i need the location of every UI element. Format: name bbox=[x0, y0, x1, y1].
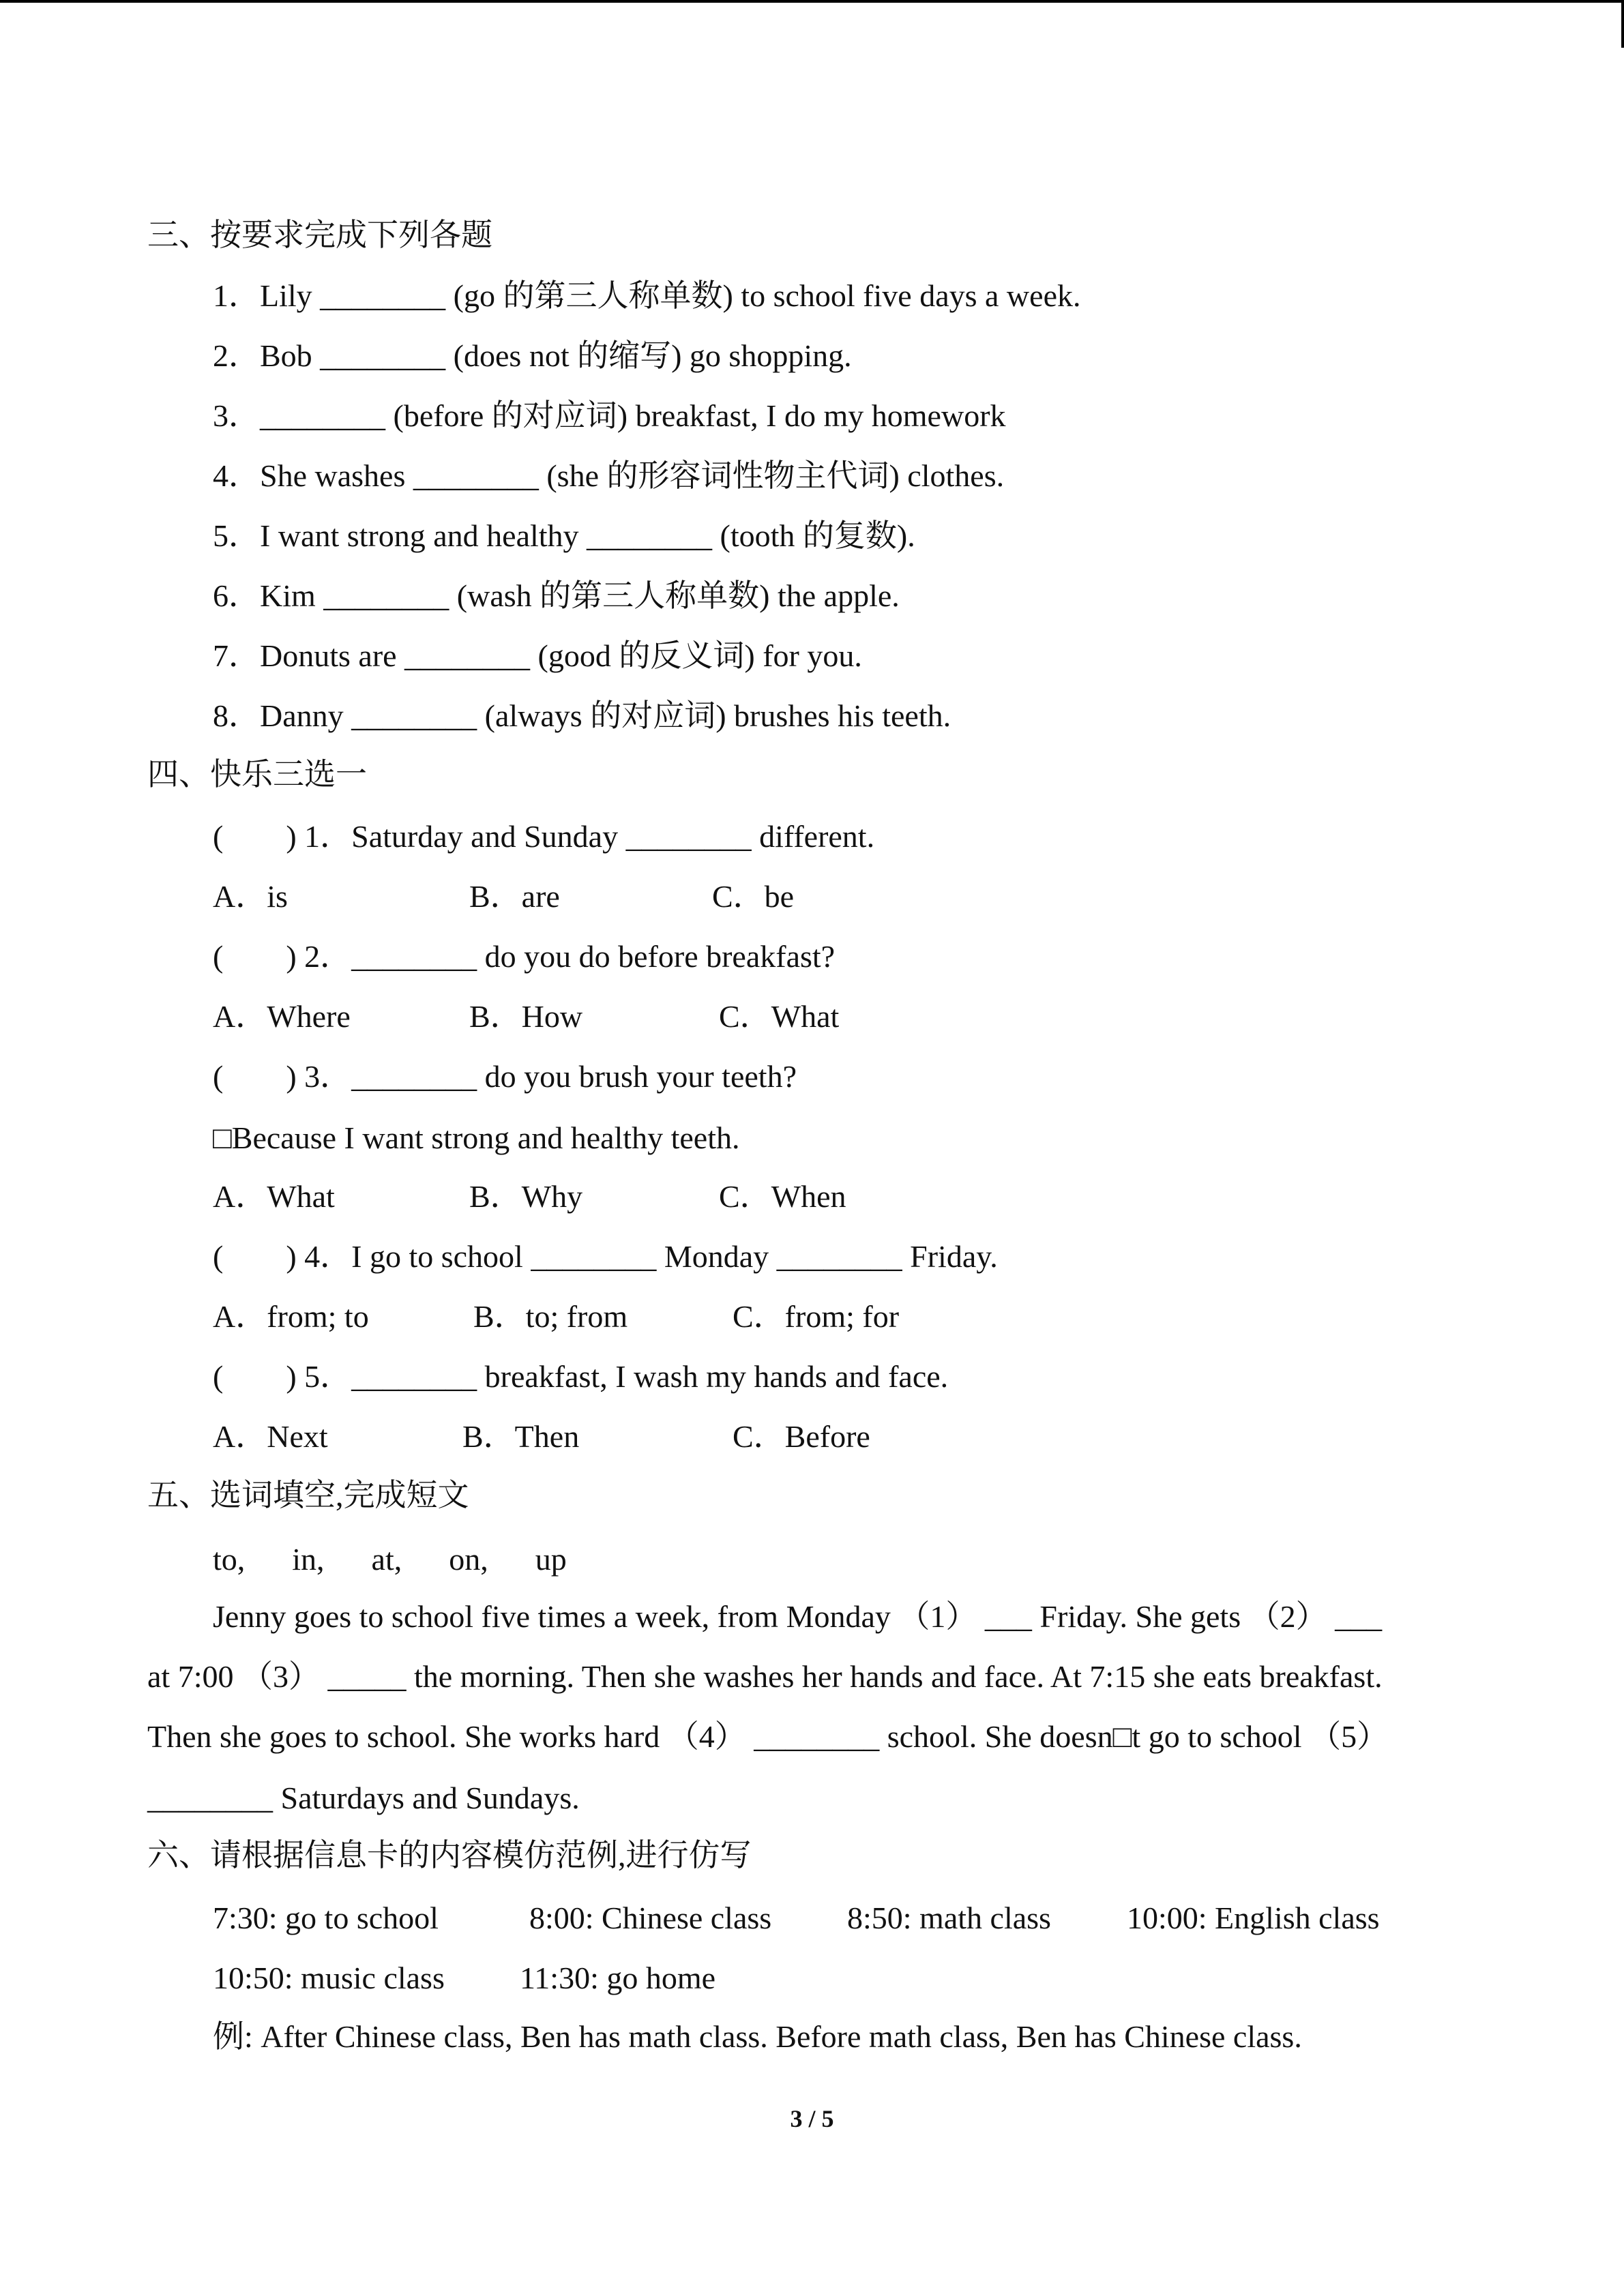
s5-passage-line-4: ________ Saturdays and Sundays. bbox=[147, 1780, 580, 1815]
s6-schedule-item: 10:00: English class bbox=[1127, 1900, 1380, 1935]
s4-q1-option-a: A．is bbox=[213, 879, 288, 914]
s4-q3-stem: ( ) 3．________ do you brush your teeth? bbox=[213, 1059, 797, 1094]
s3-item-5: 5．I want strong and healthy ________ (tooth 的复数). bbox=[213, 518, 915, 553]
s3-item-2: 2．Bob ________ (does not 的缩写) go shopping. bbox=[213, 338, 852, 373]
corner-border bbox=[1621, 0, 1624, 48]
s4-q4-option-c: C．from; for bbox=[733, 1299, 900, 1334]
s4-q3-option-b: B．Why bbox=[469, 1179, 583, 1214]
s3-item-8: 8．Danny ________ (always 的对应词) brushes his teeth. bbox=[213, 698, 951, 733]
s3-item-6: 6．Kim ________ (wash 的第三人称单数) the apple. bbox=[213, 578, 900, 613]
s6-schedule-item: 10:50: music class bbox=[213, 1960, 445, 1995]
s6-schedule-item: 8:00: Chinese class bbox=[529, 1900, 772, 1935]
s4-q4-option-b: B．to; from bbox=[473, 1299, 628, 1334]
section-6-title: 六、请根据信息卡的内容模仿范例,进行仿写 bbox=[147, 1838, 752, 1873]
s6-schedule-item: 11:30: go home bbox=[520, 1960, 716, 1995]
s4-q2-option-a: A．Where bbox=[213, 999, 351, 1034]
s4-q1-option-b: B．are bbox=[469, 879, 560, 914]
s5-passage-line-2: at 7:00 （3） _____ the morning. Then she washes her hands and face. At 7:15 she eats breakfast. bbox=[147, 1659, 1383, 1694]
s4-q5-stem: ( ) 5．________ breakfast, I wash my hands and face. bbox=[213, 1359, 949, 1394]
s4-q5-option-b: B．Then bbox=[462, 1419, 580, 1454]
section-5-title: 五、选词填空,完成短文 bbox=[147, 1478, 469, 1512]
s4-q2-stem: ( ) 2．________ do you do before breakfast? bbox=[213, 939, 836, 974]
section-3-title: 三、按要求完成下列各题 bbox=[147, 218, 492, 252]
s5-passage-line-1: Jenny goes to school five times a week, from Monday （1） ___ Friday. She gets （2） ___ bbox=[213, 1599, 1383, 1634]
s4-q2-option-b: B．How bbox=[469, 999, 583, 1034]
s4-q3-option-c: C．When bbox=[719, 1179, 846, 1214]
top-border bbox=[0, 0, 1624, 3]
s4-q3-option-a: A．What bbox=[213, 1179, 335, 1214]
s6-schedule-item: 8:50: math class bbox=[847, 1900, 1051, 1935]
s3-item-4: 4．She washes ________ (she 的形容词性物主代词) clothes. bbox=[213, 458, 1005, 493]
s3-item-7: 7．Donuts are ________ (good 的反义词) for you. bbox=[213, 638, 862, 673]
s5-passage-line-3: Then she goes to school. She works hard （4） ________ school. She doesn□t go to school （5） bbox=[147, 1719, 1389, 1754]
section-4-title: 四、快乐三选一 bbox=[147, 757, 367, 792]
s4-q1-stem: ( ) 1．Saturday and Sunday ________ different. bbox=[213, 819, 875, 854]
s6-example: 例: After Chinese class, Ben has math class. Before math class, Ben has Chinese class. bbox=[213, 2019, 1302, 2054]
s4-q5-option-c: C．Before bbox=[733, 1419, 870, 1454]
s4-q2-option-c: C．What bbox=[719, 999, 840, 1034]
s3-item-3: 3．________ (before 的对应词) breakfast, I do my homework bbox=[213, 398, 1006, 433]
s5-word-bank: to, in, at, on, up bbox=[213, 1542, 567, 1577]
s3-item-1: 1．Lily ________ (go 的第三人称单数) to school five days a week. bbox=[213, 278, 1081, 313]
s4-q4-stem: ( ) 4．I go to school ________ Monday ________ Friday. bbox=[213, 1239, 998, 1274]
s4-q4-option-a: A．from; to bbox=[213, 1299, 369, 1334]
s4-q3-answer-line: □Because I want strong and healthy teeth. bbox=[213, 1120, 740, 1155]
s4-q1-option-c: C．be bbox=[712, 879, 795, 914]
s6-schedule-item: 7:30: go to school bbox=[213, 1900, 439, 1935]
s4-q5-option-a: A．Next bbox=[213, 1419, 328, 1454]
page-number: 3 / 5 bbox=[790, 2105, 834, 2132]
